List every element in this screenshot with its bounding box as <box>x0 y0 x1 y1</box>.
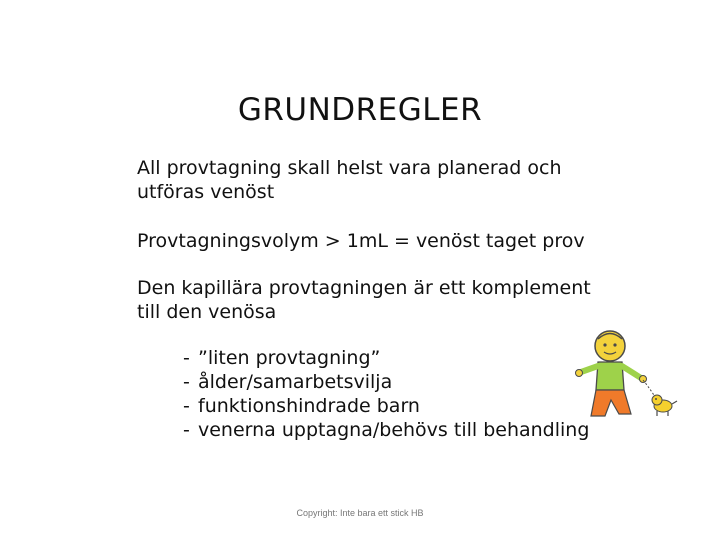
bullet-text: funktionshindrade barn <box>198 395 420 417</box>
child-with-toy-dog-drawing-icon <box>565 322 680 432</box>
bullet-text: ålder/samarbetsvilja <box>198 371 393 393</box>
slide-title: GRUNDREGLER <box>237 92 483 128</box>
paragraph-sample-volume: Provtagningsvolym > 1mL = venöst taget prov <box>137 230 585 252</box>
bullet-marker: - <box>183 395 190 417</box>
bullet-marker: - <box>183 419 190 441</box>
list-item <box>183 394 589 418</box>
copyright-footer: Copyright: Inte bara ett stick HB <box>296 508 424 518</box>
list-item <box>183 346 589 370</box>
bullet-list <box>183 346 589 442</box>
bullet-text: ”liten provtagning” <box>198 347 381 369</box>
paragraph-capillary-complement: Den kapillära provtagningen är ett komplement till den venösa <box>137 277 591 323</box>
bullet-text: venerna upptagna/behövs till behandling <box>198 419 590 441</box>
list-item <box>183 418 589 442</box>
bullet-marker: - <box>183 371 190 393</box>
paragraph-venous-sampling: All provtagning skall helst vara planerad och utföras venöst <box>137 157 562 203</box>
list-item <box>183 370 589 394</box>
bullet-marker: - <box>183 347 190 369</box>
